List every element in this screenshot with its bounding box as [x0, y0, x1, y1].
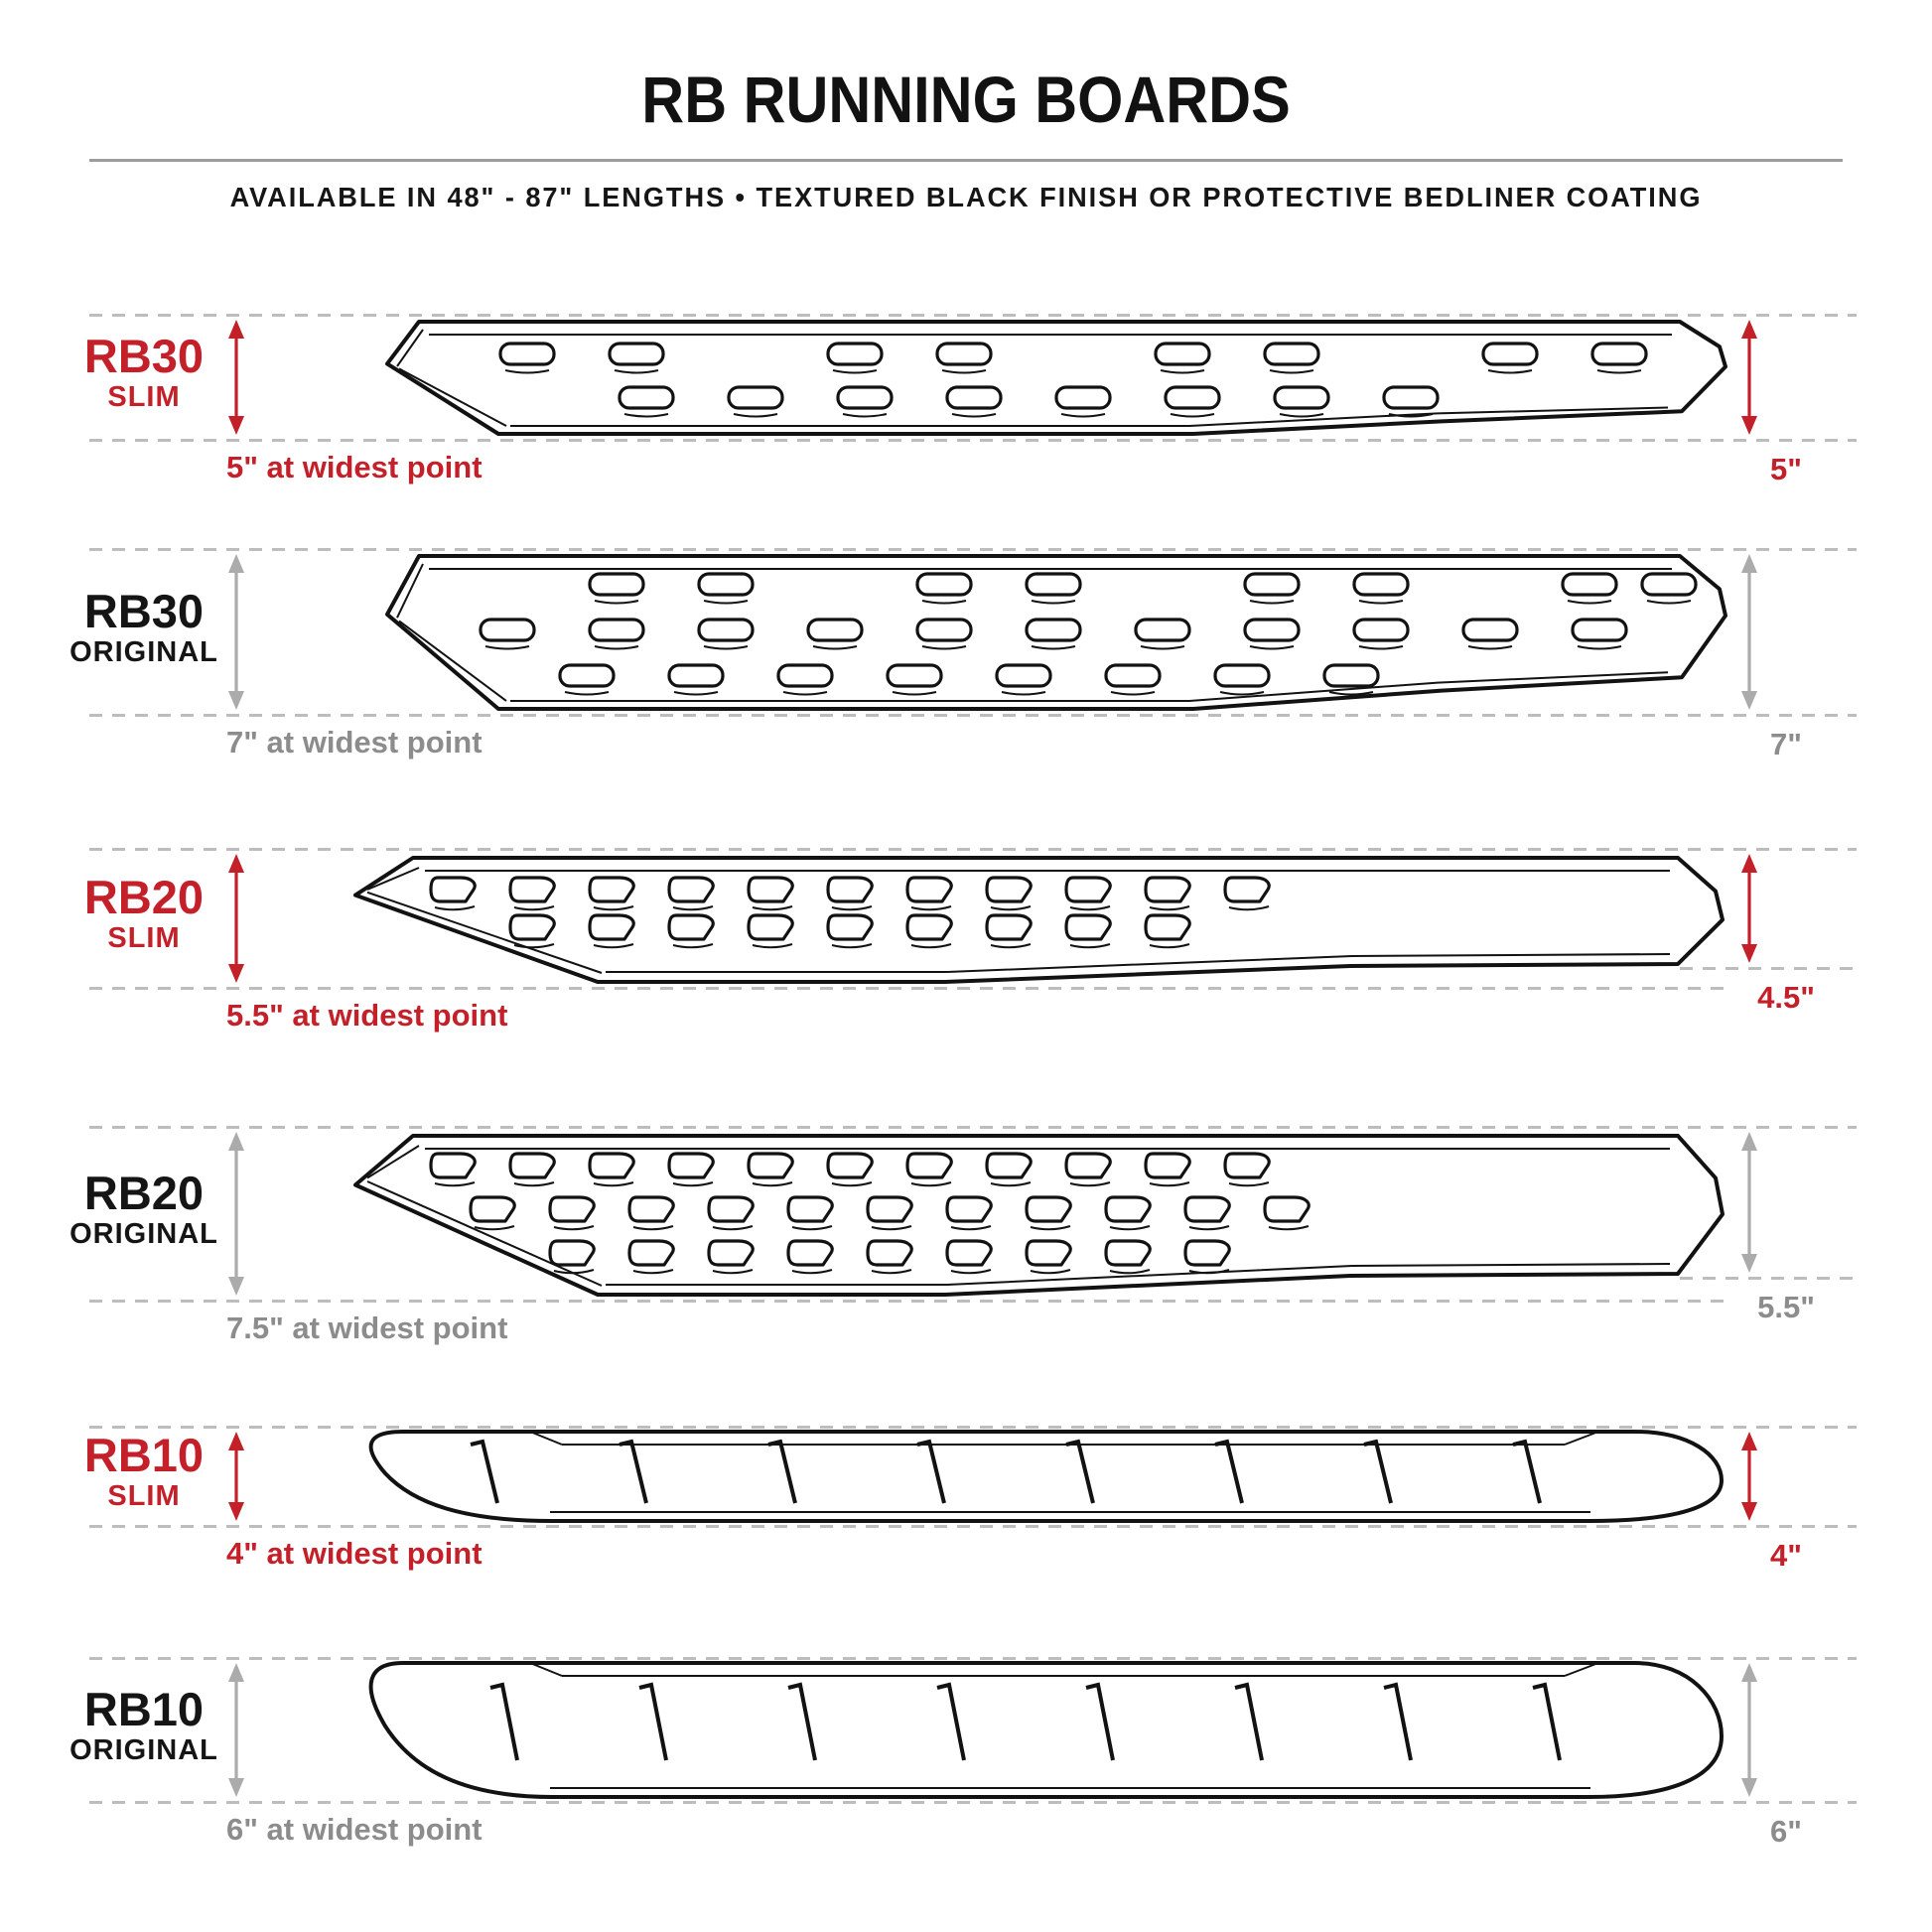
- board-drawing: [298, 1424, 1732, 1535]
- height-arrow-right: [1736, 319, 1762, 436]
- model-variant: ORIGINAL: [69, 1733, 218, 1766]
- height-arrow-left: [223, 319, 249, 436]
- height-arrow-left: [223, 1662, 249, 1798]
- height-arrow-right: [1736, 853, 1762, 964]
- model-label: [40, 1682, 248, 1766]
- model-label: [40, 584, 248, 668]
- model-name: RB10: [83, 1429, 205, 1481]
- model-label: [40, 332, 248, 413]
- height-arrow-right: [1736, 1431, 1762, 1522]
- board-drawing: [298, 312, 1732, 449]
- right-dimension-label: 7": [1770, 727, 1802, 761]
- right-dimension-label: 4": [1770, 1538, 1802, 1573]
- right-dimension-label: 5.5": [1757, 1290, 1815, 1324]
- model-variant: ORIGINAL: [69, 635, 218, 668]
- height-arrow-left: [223, 553, 249, 711]
- model-variant: ORIGINAL: [69, 1217, 218, 1250]
- page-subtitle: AVAILABLE IN 48" - 87" LENGTHS • TEXTURED BLACK FINISH OR PROTECTIVE BEDLINER COATING: [229, 182, 1703, 212]
- model-variant: SLIM: [107, 381, 181, 414]
- height-arrow-right: [1736, 553, 1762, 711]
- model-label: [40, 873, 248, 954]
- model-label: [40, 1166, 248, 1250]
- model-name: RB30: [83, 584, 205, 637]
- height-arrow-right: [1736, 1662, 1762, 1798]
- model-name: RB10: [83, 1682, 205, 1735]
- model-variant: SLIM: [107, 1480, 181, 1513]
- model-name: RB20: [83, 1166, 205, 1219]
- widest-point-label: 5.5" at widest point: [226, 998, 508, 1033]
- right-dimension-label: 6": [1770, 1814, 1802, 1849]
- widest-point-label: 4" at widest point: [226, 1536, 483, 1571]
- height-arrow-left: [223, 853, 249, 984]
- board-drawing: [298, 846, 1732, 997]
- widest-point-label: 7.5" at widest point: [226, 1311, 508, 1345]
- model-variant: SLIM: [107, 922, 181, 955]
- right-dimension-label: 5": [1770, 452, 1802, 486]
- model-label: [40, 1431, 248, 1512]
- board-drawing: [298, 546, 1732, 724]
- header-divider: [89, 159, 1843, 162]
- height-arrow-left: [223, 1131, 249, 1297]
- board-drawing: [298, 1124, 1732, 1310]
- right-dimension-label: 4.5": [1757, 980, 1815, 1015]
- page-title: RB RUNNING BOARDS: [641, 63, 1291, 136]
- board-drawing: [298, 1655, 1732, 1811]
- widest-point-label: 5" at widest point: [226, 450, 483, 484]
- model-name: RB30: [83, 330, 205, 382]
- height-arrow-left: [223, 1431, 249, 1522]
- widest-point-label: 7" at widest point: [226, 725, 483, 759]
- height-arrow-right: [1736, 1131, 1762, 1274]
- model-name: RB20: [83, 871, 205, 923]
- widest-point-label: 6" at widest point: [226, 1812, 483, 1847]
